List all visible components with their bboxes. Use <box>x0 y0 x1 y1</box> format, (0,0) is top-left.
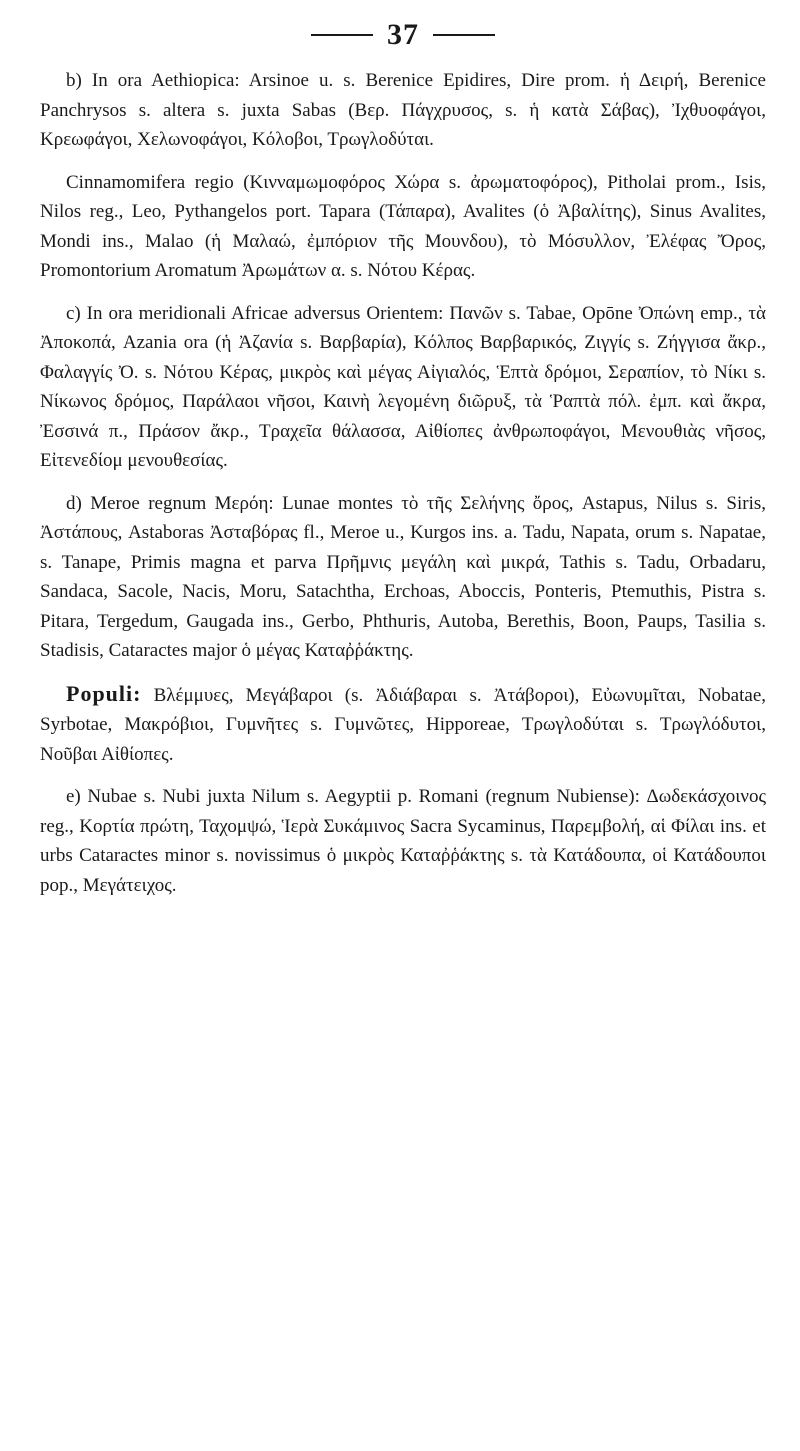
page-number: 37 <box>387 18 419 51</box>
populi-text: Βλέμμυες, Μεγάβαροι (s. Ἀδιάβαραι s. Ἀτάβοροι), Εὐωνυμῖται, Nobatae, Syrbotae, Μακρόβιοι, Γυμνῆτες s. Γυμνῶτες, Hipporeae, Τρωγλοδύται s. Τρωγλόδυτοι, Νοῦβαι Αἰθίοπες. <box>40 684 767 765</box>
header-rule-right <box>433 34 495 36</box>
section-text: d) Meroe regnum Μερόη: Lunae montes τὸ τῆς Σελήνης ὄρος, Astapus, Nilus s. Siris, Ἀστάπους, Astaboras Ἀσταβόρας fl., Meroe u., Kurgos ins. a. Tadu, Napata, orum s. Napatae, s. Tanape, Primis magna et parva Πρῆμνις μεγάλη καὶ μικρά, Tathis s. Tadu, Orbadaru, Sandaca, Sacole, Nacis, Moru, Satachtha, Erchoas, Aboccis, Ponteris, Ptemuthis, Pistra s. Pitara, Tergedum, Gaugada ins., Gerbo, Phthuris, Autoba, Berethis, Boon, Paups, Tasilia s. Stadisis, Cataractes major ὁ μέγας Καταῤῥάκτης. <box>40 492 766 661</box>
section-text: b) In ora Aethiopica: Arsinoe u. s. Berenice Epidires, Dire prom. ἡ Δειρή, Berenice Panchrysos s. altera s. juxta Sabas (Βερ. Πάγχρυσος, s. ἡ κατὰ Σάβας), Ἰχθυοφάγοι, Κρεωφάγοι, Χελωνοφάγοι, Κόλοβοι, Τρωγλοδύται. <box>40 70 766 150</box>
section-c-ora-meridionalis <box>40 299 766 476</box>
header-rule-left <box>311 34 373 36</box>
section-e-nubae <box>40 782 766 900</box>
section-text: Cinnamomifera regio (Κινναμωμοφόρος Χώρα s. ἀρωματοφόρος), Pitholai prom., Isis, Nilos reg., Leo, Pythangelos port. Tapara (Τάπαρα), Avalites (ὁ Ἀβαλίτης), Sinus Avalites, Mondi ins., Malao (ἡ Μαλαώ, ἐμπόριον τῆς Μουνδου), τὸ Μόσυλλον, Ἐλέφας Ὄρος, Promontorium Aromatum Ἀρωμάτων α. s. Νότου Κέρας. <box>40 171 766 281</box>
section-populi <box>40 679 766 770</box>
section-text <box>40 679 766 770</box>
section-text: c) In ora meridionali Africae adversus Orientem: Πανῶν s. Tabae, Opōne Ὀπώνη emp., τὰ Ἀποκοπά, Azania ora (ἡ Ἀζανία s. Βαρβαρία), Κόλπος Βαρβαρικός, Ζιγγίς s. Ζήγγισα ἄκρ., Φαλαγγίς Ὀ. s. Νότου Κέρας, μικρὸς καὶ μέγας Αἰγιαλός, Ἑπτὰ δρόμοι, Σεραπίον, τὸ Νίκι s. Νίκωνος δρόμος, Παράλαοι νῆσοι, Καινὴ λεγομένη διῶρυξ, τὰ Ῥαπτὰ πόλ. ἐμπ. καὶ ἄκρα, Ἐσσινά π., Πράσον ἄκρ., Τραχεῖα θάλασσα, Αἰθίοπες ἀνθρωποφάγοι, Μενουθιὰς νῆσος, Εἰτενεδίομ μενουθεσίας. <box>40 302 766 471</box>
populi-heading: Populi: <box>66 680 142 706</box>
section-cinnamomifera-regio <box>40 168 766 286</box>
page-header <box>40 14 766 56</box>
section-text: e) Nubae s. Nubi juxta Nilum s. Aegyptii p. Romani (regnum Nubiense): Δωδεκάσχοινος reg., Κορτία πρώτη, Ταχομψώ, Ἱερὰ Συκάμινος Sacra Sycaminus, Παρεμβολή, αἱ Φίλαι ins. et urbs Cataractes minor s. novissimus ὁ μικρὸς Καταῤῥάκτης s. τὰ Κατάδουπα, οἱ Κατάδουποι pop., Μεγάτειχος. <box>40 786 766 896</box>
section-b-ora-aethiopica <box>40 66 766 155</box>
section-d-meroe-regnum <box>40 489 766 666</box>
